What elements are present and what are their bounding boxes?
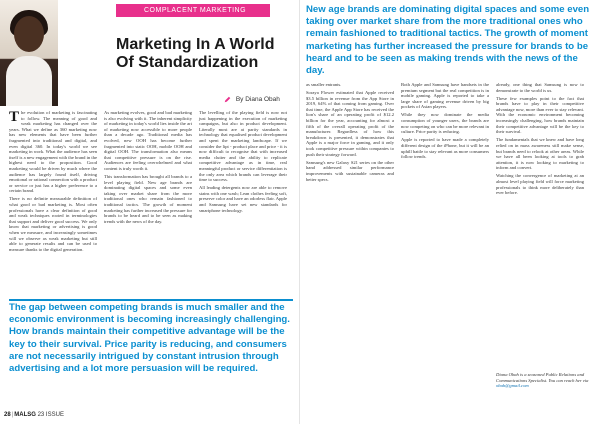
pull-quote-right: New age brands are dominating digital spaces and some even taking over market share from the more traditional ones who remain fashioned to traditional tactics. The growth of moment marketing has further increased the pressure for brands to be heard and to be seen as making trends with the news of the day. — [306, 4, 590, 77]
author-byline — [224, 96, 280, 103]
issue-label: 23 ISSUE — [37, 412, 64, 418]
article-title: Marketing In A World Of Standardization — [116, 36, 275, 71]
left-body-columns — [9, 110, 287, 255]
body-paragraph: There is no definite measurable definition of what good or bad marketing is. Most often professionals have a clear definition of good and weak techniques rooted in terminologies that support and deliver good success. We only know that marketing or advertising is good when we measure, and increasingly sometimes will we observe as weak marketing but still able to generate results and can be used to measure thanks to the digital generation. — [9, 196, 97, 252]
author-bio — [496, 372, 594, 389]
body-paragraph: The evolution of marketing is fascinating to follow. The meaning of good and weak marketing has changed over the years. What we define as 360 marketing now has new elements that have been further fragmented into traditional and digital, and even digital 360. In today's world we see marketing in work. What the audience has seen itself is a new engagement with the brand in the highest need to the proposition. Good marketing would be driven by much where the audience has largely found itself, driving emotional or rational connection with a product or service or just has a higher preference to a certain brand. — [9, 109, 97, 194]
body-column-5 — [401, 82, 489, 198]
author-bio-text: Diana Obah is a seasoned Public Relations and Communications Specialist. You can reach her via — [496, 372, 589, 383]
page-number: 28 — [4, 412, 11, 418]
pen-icon — [224, 96, 231, 103]
body-paragraph: Watching the convergence of marketing at an almost level playing field will force marketing professionals to think more deliberately than ever before. — [496, 173, 584, 196]
author-face — [14, 16, 44, 52]
body-paragraph: All leading detergents now are able to remove stains with one wash; Lean clothes feeling soft, preserve color and have an odorless flair. Apple and Samsung have set new standards for smartphone technology. — [199, 185, 287, 213]
body-column-3 — [199, 110, 287, 255]
body-paragraph: as smaller entrants. — [306, 82, 342, 87]
pull-quote-text: The gap between competing brands is much smaller and the economic environment is becoming increasingly challenging. How brands maintain their competitive advantage will be the key to their survival. Price parity is reducing, and consumers are not necessarily intrigued by constant intrusion through advertising and a lot more persuasion will be required. — [9, 302, 290, 375]
body-paragraph: Samsung's new Galaxy S21 series on the other hand addressed similar performance improvements with sustainable cameras and better specs. — [306, 159, 394, 182]
pull-quote-left — [9, 302, 293, 375]
author-name: By Diana Obah — [235, 96, 280, 104]
body-column-2 — [104, 110, 192, 255]
right-page — [300, 0, 600, 424]
body-paragraph: Apple is reported to have made a completely different design of the iPhone, but it will be an uphill battle to stay relevant as more consumers follow trends. — [401, 137, 489, 160]
section-banner: COMPLACENT MARKETING — [116, 4, 270, 17]
body-column-1 — [9, 110, 97, 255]
body-paragraph: This transformation has brought all brands to a level playing field. New age brands are dominating digital spaces and some even taking over market share from the more traditional ones who remain fashioned to traditional tactics. The growth of moment marketing has further increased the pressure for brands to be heard and to be seen as making trends with the news of the day. — [104, 174, 192, 224]
author-email-link[interactable]: obah@gmail.com — [496, 383, 529, 389]
pull-quote-rule — [9, 299, 293, 301]
right-body-columns — [306, 82, 584, 198]
magazine-name: MALSG — [14, 412, 36, 418]
body-column-6 — [496, 82, 584, 198]
body-paragraph: While they now dominate the media consumption of younger users, the brands are now competing on who can be more relevant in culture. Price parity is reducing. — [401, 112, 489, 135]
drop-cap: T — [9, 109, 20, 125]
author-photo — [0, 0, 58, 106]
body-paragraph: Soraya Flower estimated that Apple received $3.5 billion in revenue from the App Store in 2019, 64% of that coming from gaming. Over that time, the Apple App Store has received the lion's share of an operating profit of $12.2 billion for the year, accounting for almost a fifth of the overall operating profit of the manufacturer. Regardless of how this breakdown is presented, it demonstrates that Apple is a major force in gaming, and it only took competitive pressure within companies to push their strategy forward. — [306, 90, 394, 157]
author-shirt — [6, 56, 52, 106]
page-footer: 28|MALSG 23 ISSUE — [4, 412, 64, 418]
body-paragraph: Both Apple and Samsung have handsets in the premium segment but the real competition is in mobile gaming. Apple is reported to take a large share of gaming revenue driven by big pockets of Asian players. — [401, 82, 489, 110]
body-paragraph: These few examples point to the fact that brands have to play in their competitive advantage now, more than ever to stay relevant. With the economic environment becoming increasingly challenging, how brands maintain their competitive advantage will be the key to their survival. — [496, 95, 584, 135]
body-column-4 — [306, 82, 394, 198]
body-paragraph: As marketing evolves, good and bad marketing is also evolving with it. The inherent simplicity of marketing in today's world lies inside the art of marketing now accessible to more people than a decade ago. Traditional media has evolved, new OOH has become further fragmented into static OOH, mobile OOH and digital OOH. The transformation also means that competitive pressure is on the rise. Audiences are feeling overwhelmed and what content is truly worth it. — [104, 110, 192, 171]
body-paragraph: The fundamentals that we knew and have long relied on in mass awareness still make sense, but brands need to relook at other areas. While we have all been looking at tools to grab attention, it is now looking to marketing to inform and convert. — [496, 137, 584, 171]
body-paragraph: already, one thing that Samsung is now to demonstrate to the world is us. — [496, 82, 584, 93]
body-paragraph: The levelling of the playing field is now not just happening in the execution of marketing campaigns, but also in product development. Literally most are at parity standards in technology that equalised product development and spent the marketing landscape. If we consider the lipt - product place and price - it is now difficult to recognise that with increased media clutter and the ability to replicate competitive advantage as in time, real meaningful product or service differentiation is the only area which brands can leverage their time to success. — [199, 110, 287, 183]
